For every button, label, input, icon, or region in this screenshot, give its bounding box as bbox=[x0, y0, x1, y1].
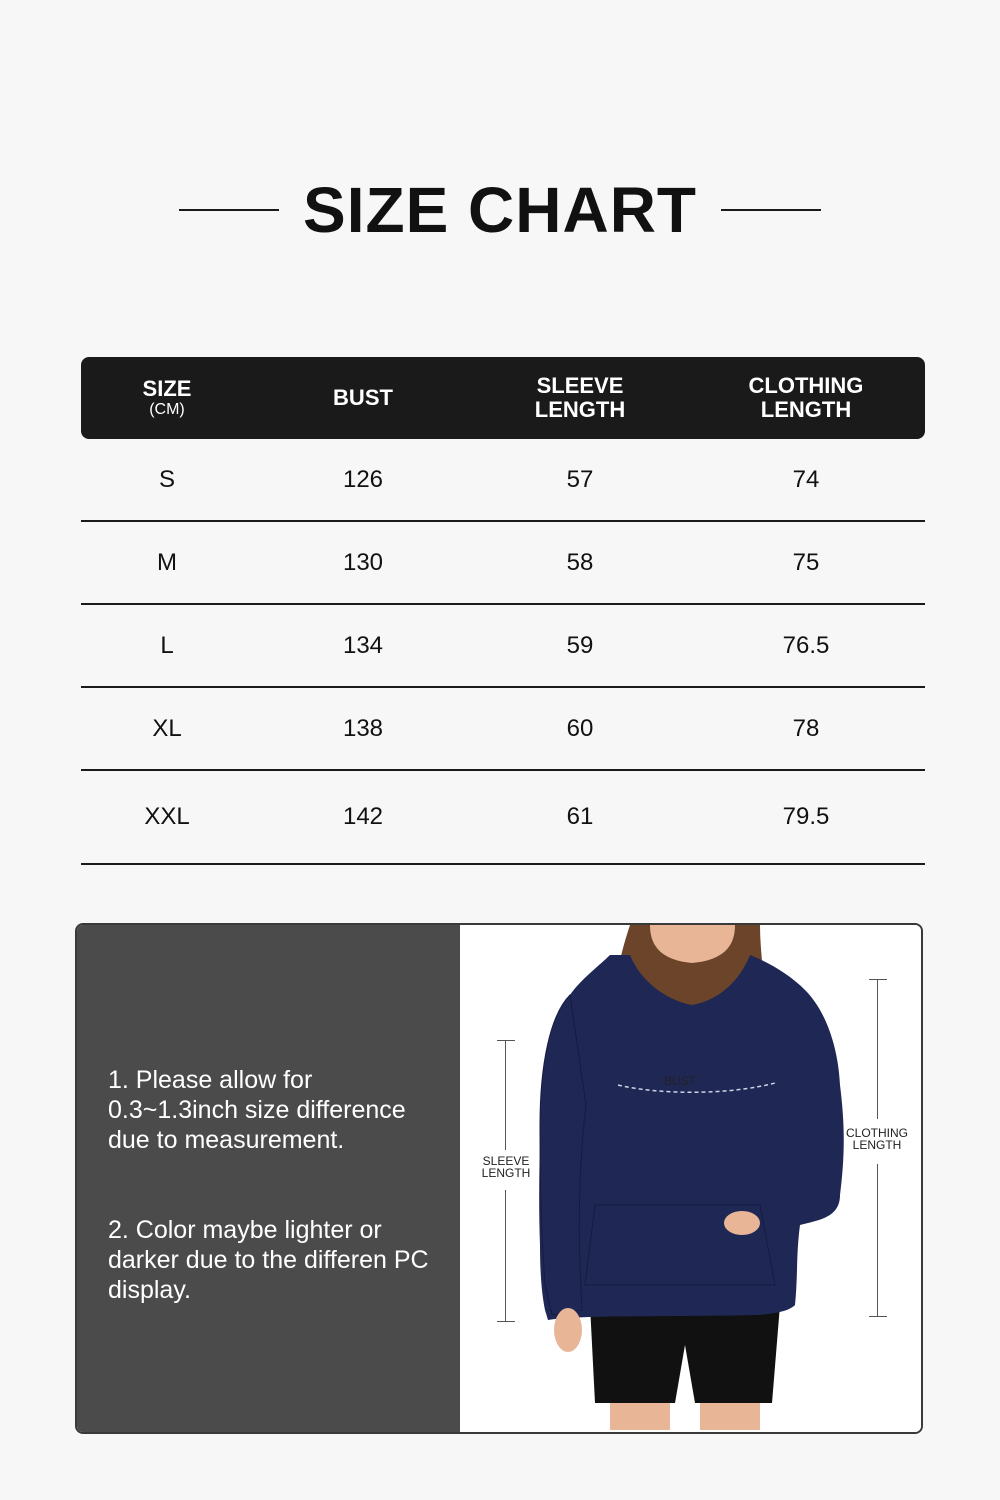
sleeve-line-bottom bbox=[505, 1190, 506, 1322]
cell-clothing: 78 bbox=[792, 714, 820, 742]
note-color: 2. Color maybe lighter or darker due to the differen PC display. bbox=[108, 1216, 429, 1304]
cell-bust: 130 bbox=[342, 548, 384, 576]
table-row bbox=[81, 688, 925, 771]
cell-size: XXL bbox=[144, 803, 190, 830]
header-bust-label: BUST bbox=[333, 384, 393, 410]
table-row bbox=[81, 522, 925, 605]
model-diagram bbox=[460, 925, 921, 1432]
sleeve-bottom-cap bbox=[497, 1321, 515, 1322]
cell-clothing: 79.5 bbox=[782, 803, 830, 830]
cell-clothing: 76.5 bbox=[782, 631, 830, 659]
sleeve-top-cap bbox=[497, 1040, 515, 1041]
table-row bbox=[81, 605, 925, 688]
cell-sleeve: 57 bbox=[566, 465, 594, 493]
clothing-bottom-cap bbox=[869, 1316, 887, 1317]
header-size-unit: (CM) bbox=[149, 401, 185, 419]
size-table bbox=[81, 357, 925, 865]
clothing-top-cap bbox=[869, 979, 887, 980]
clothing-line-bottom bbox=[877, 1164, 878, 1317]
cell-bust: 138 bbox=[342, 714, 384, 742]
cell-size: S bbox=[158, 465, 175, 493]
shorts bbox=[590, 1305, 780, 1403]
page-title: SIZE CHART bbox=[303, 174, 697, 246]
sleeve-length-marker bbox=[497, 1040, 515, 1322]
table-row bbox=[81, 771, 925, 865]
title-left-rule bbox=[179, 209, 279, 211]
header-clothing-label: CLOTHING LENGTH bbox=[748, 372, 864, 422]
cell-clothing: 75 bbox=[792, 548, 820, 576]
title-right-rule bbox=[721, 209, 821, 211]
cell-size: XL bbox=[152, 714, 182, 742]
clothing-length-label: CLOTHING LENGTH bbox=[845, 1126, 908, 1152]
header-bust bbox=[253, 386, 473, 410]
left-hand bbox=[554, 1308, 582, 1352]
cell-bust: 142 bbox=[342, 803, 384, 830]
notes-box bbox=[77, 925, 460, 1432]
cell-sleeve: 61 bbox=[566, 803, 594, 830]
cell-bust: 126 bbox=[342, 465, 384, 493]
cell-sleeve: 60 bbox=[566, 714, 594, 742]
title-section bbox=[0, 170, 1000, 250]
header-sleeve-label: SLEEVE LENGTH bbox=[534, 372, 626, 422]
table-row bbox=[81, 439, 925, 522]
size-table-header bbox=[81, 357, 925, 439]
cell-sleeve: 58 bbox=[566, 548, 594, 576]
sleeve-length-label: SLEEVE LENGTH bbox=[481, 1154, 531, 1180]
bust-label: BUST bbox=[663, 1074, 696, 1088]
header-size bbox=[81, 377, 253, 419]
header-size-label: SIZE bbox=[142, 376, 192, 402]
cell-clothing: 74 bbox=[792, 465, 820, 493]
cell-size: L bbox=[160, 631, 174, 659]
cell-size: M bbox=[157, 548, 177, 576]
note-measurement: 1. Please allow for 0.3~1.3inch size difference due to measurement. bbox=[108, 1066, 406, 1154]
header-sleeve-length bbox=[473, 374, 687, 422]
cell-bust: 134 bbox=[342, 631, 384, 659]
clothing-line-top bbox=[877, 979, 878, 1119]
header-clothing-length bbox=[687, 374, 925, 422]
info-panel bbox=[75, 923, 923, 1434]
cell-sleeve: 59 bbox=[566, 631, 594, 659]
right-hand bbox=[724, 1211, 760, 1235]
sleeve-line-top bbox=[505, 1040, 506, 1150]
